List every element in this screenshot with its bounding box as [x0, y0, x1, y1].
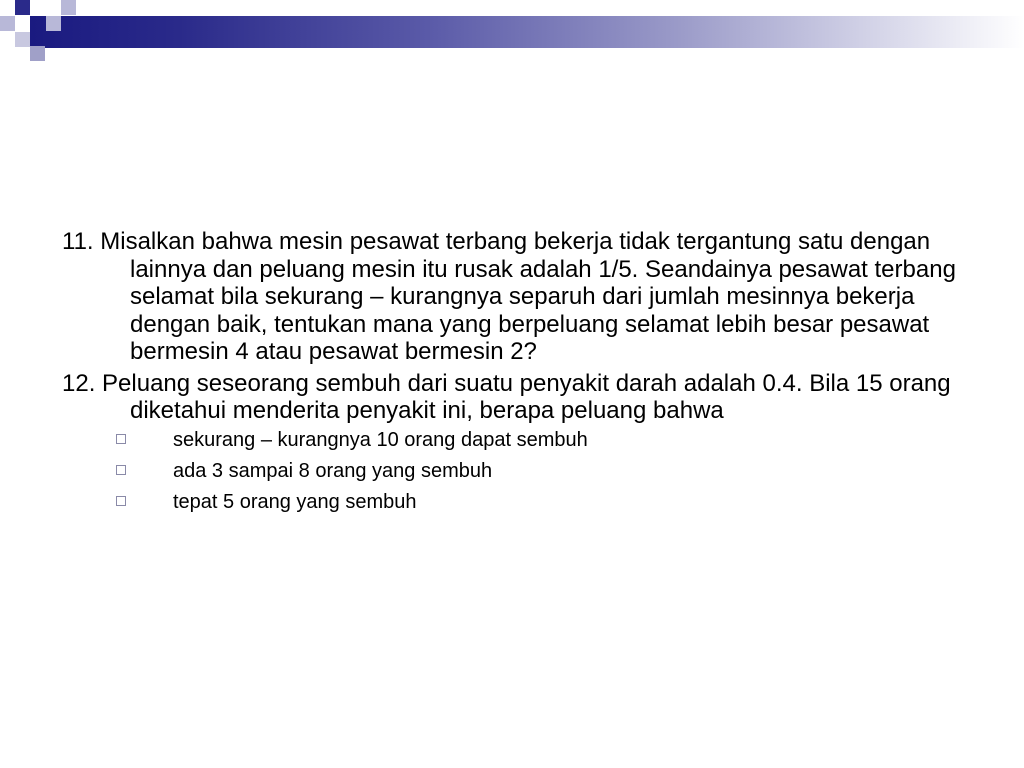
decor-square — [15, 32, 30, 47]
square-bullet-icon — [116, 434, 126, 444]
question-12-block — [62, 370, 962, 514]
sub-question-text: sekurang – kurangnya 10 orang dapat sembuh — [173, 428, 588, 451]
decor-square — [61, 0, 76, 15]
decor-square — [0, 16, 15, 31]
square-bullet-icon — [116, 496, 126, 506]
sub-question-text: tepat 5 orang yang sembuh — [173, 490, 417, 513]
question-12: 12. Peluang seseorang sembuh dari suatu penyakit darah adalah 0.4. Bila 15 orang diketahui menderita penyakit ini, berapa peluang bahwa — [62, 369, 951, 424]
question-11: 11. Misalkan bahwa mesin pesawat terbang bekerja tidak tergantung satu dengan lainnya dan peluang mesin itu rusak adalah 1/5. Seandainya pesawat terbang selamat bila sekurang – kurangnya separuh dari jumlah mesinnya bekerja dengan baik, tentukan mana yang berpeluang selamat lebih besar pesawat bermesin 4 atau pesawat bermesin 2? — [62, 228, 956, 365]
square-bullet-icon — [116, 465, 126, 475]
decor-square — [15, 0, 30, 15]
sub-question-item — [62, 491, 962, 514]
sub-question-item — [62, 429, 962, 452]
title-decoration — [0, 0, 1024, 64]
decor-square — [30, 46, 45, 61]
sub-question-text: ada 3 sampai 8 orang yang sembuh — [173, 459, 493, 482]
sub-question-list — [62, 429, 962, 514]
sub-question-item — [62, 460, 962, 483]
slide-body — [62, 228, 962, 522]
decor-square — [46, 16, 61, 31]
gradient-banner — [30, 16, 1024, 48]
